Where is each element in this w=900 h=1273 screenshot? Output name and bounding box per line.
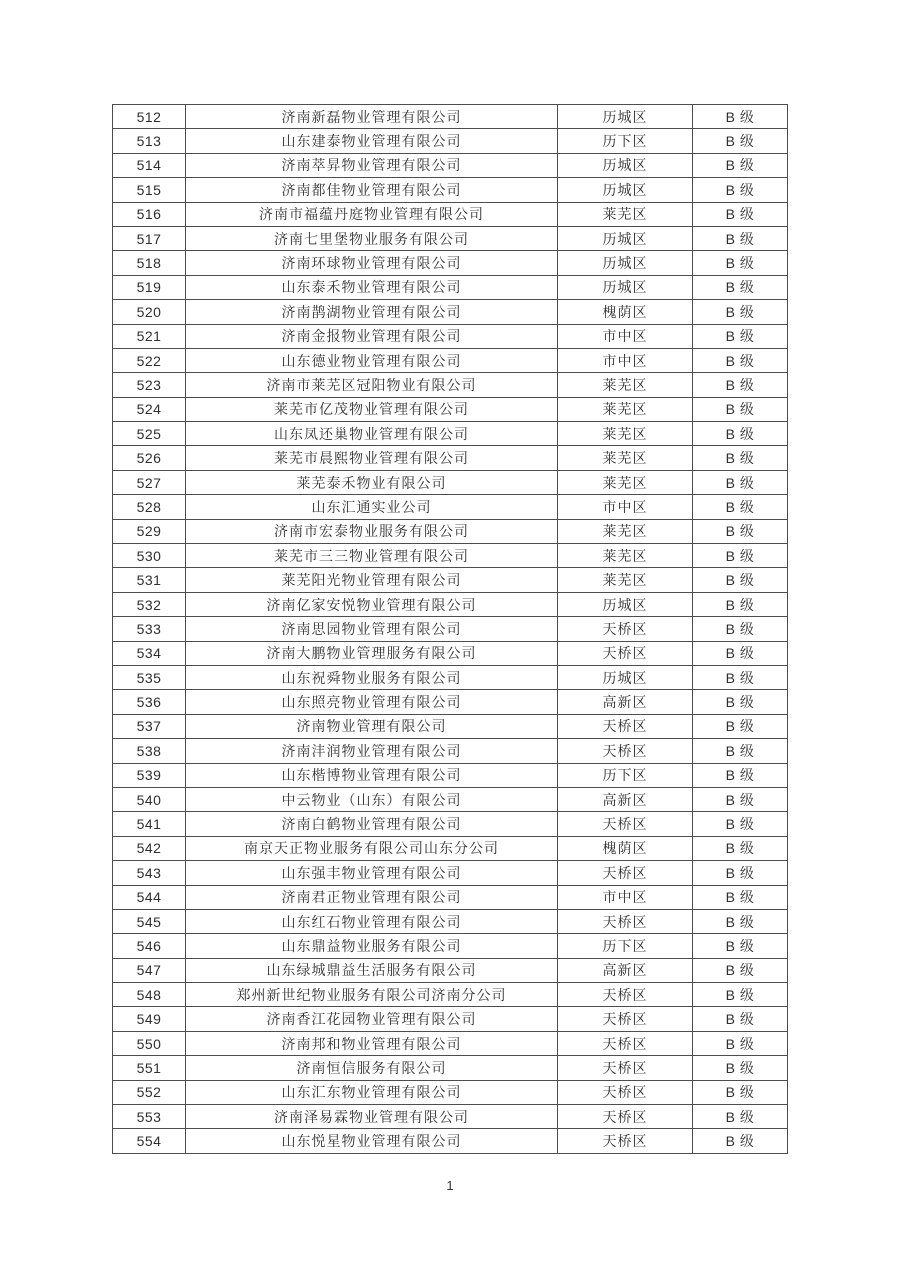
serial-number-cell: 547	[113, 958, 186, 982]
district-cell: 历城区	[558, 226, 693, 250]
table-row	[113, 251, 788, 275]
district-cell: 天桥区	[558, 739, 693, 763]
serial-number-cell: 521	[113, 324, 186, 348]
table-row	[113, 909, 788, 933]
company-name-cell: 山东照亮物业管理有限公司	[186, 690, 558, 714]
grade-cell: B 级	[693, 983, 788, 1007]
district-cell: 市中区	[558, 324, 693, 348]
company-name-cell: 郑州新世纪物业服务有限公司济南分公司	[186, 983, 558, 1007]
district-cell: 莱芜区	[558, 446, 693, 470]
grade-cell: B 级	[693, 202, 788, 226]
grade-cell: B 级	[693, 178, 788, 202]
company-name-cell: 山东建泰物业管理有限公司	[186, 129, 558, 153]
serial-number-cell: 520	[113, 300, 186, 324]
company-name-cell: 山东红石物业管理有限公司	[186, 909, 558, 933]
table-row	[113, 129, 788, 153]
company-name-cell: 山东楷博物业管理有限公司	[186, 763, 558, 787]
company-name-cell: 济南邦和物业管理有限公司	[186, 1031, 558, 1055]
table-row	[113, 690, 788, 714]
grade-cell: B 级	[693, 934, 788, 958]
district-cell: 市中区	[558, 495, 693, 519]
grade-cell: B 级	[693, 763, 788, 787]
serial-number-cell: 529	[113, 519, 186, 543]
grade-cell: B 级	[693, 1129, 788, 1153]
serial-number-cell: 513	[113, 129, 186, 153]
grade-cell: B 级	[693, 641, 788, 665]
district-cell: 高新区	[558, 690, 693, 714]
company-name-cell: 济南亿家安悦物业管理有限公司	[186, 592, 558, 616]
company-name-cell: 济南物业管理有限公司	[186, 714, 558, 738]
table-row	[113, 226, 788, 250]
grade-cell: B 级	[693, 787, 788, 811]
grade-cell: B 级	[693, 861, 788, 885]
grade-cell: B 级	[693, 568, 788, 592]
district-cell: 槐荫区	[558, 300, 693, 324]
serial-number-cell: 515	[113, 178, 186, 202]
serial-number-cell: 516	[113, 202, 186, 226]
company-name-cell: 济南市福蕴丹庭物业管理有限公司	[186, 202, 558, 226]
table-row	[113, 1105, 788, 1129]
grade-cell: B 级	[693, 373, 788, 397]
district-cell: 天桥区	[558, 714, 693, 738]
company-name-cell: 济南泽易霖物业管理有限公司	[186, 1105, 558, 1129]
table-row	[113, 324, 788, 348]
grade-cell: B 级	[693, 885, 788, 909]
company-name-cell: 济南七里堡物业服务有限公司	[186, 226, 558, 250]
company-name-cell: 莱芜阳光物业管理有限公司	[186, 568, 558, 592]
serial-number-cell: 531	[113, 568, 186, 592]
district-cell: 历城区	[558, 275, 693, 299]
company-name-cell: 济南思园物业管理有限公司	[186, 617, 558, 641]
table-row	[113, 641, 788, 665]
table-row	[113, 178, 788, 202]
company-name-cell: 山东凤还巢物业管理有限公司	[186, 422, 558, 446]
serial-number-cell: 538	[113, 739, 186, 763]
grade-cell: B 级	[693, 544, 788, 568]
district-cell: 天桥区	[558, 1007, 693, 1031]
company-name-cell: 山东汇通实业公司	[186, 495, 558, 519]
table-row	[113, 592, 788, 616]
district-cell: 市中区	[558, 348, 693, 372]
table-row	[113, 739, 788, 763]
serial-number-cell: 527	[113, 470, 186, 494]
district-cell: 市中区	[558, 885, 693, 909]
grade-cell: B 级	[693, 1056, 788, 1080]
serial-number-cell: 528	[113, 495, 186, 519]
company-name-cell: 山东悦星物业管理有限公司	[186, 1129, 558, 1153]
serial-number-cell: 533	[113, 617, 186, 641]
company-name-cell: 南京天正物业服务有限公司山东分公司	[186, 836, 558, 860]
table-row	[113, 1080, 788, 1104]
company-name-cell: 山东祝舜物业服务有限公司	[186, 665, 558, 689]
company-name-cell: 济南市莱芜区冠阳物业有限公司	[186, 373, 558, 397]
property-company-rating-table	[112, 104, 788, 1154]
company-name-cell: 济南都佳物业管理有限公司	[186, 178, 558, 202]
table-row	[113, 836, 788, 860]
grade-cell: B 级	[693, 348, 788, 372]
serial-number-cell: 530	[113, 544, 186, 568]
grade-cell: B 级	[693, 1007, 788, 1031]
serial-number-cell: 539	[113, 763, 186, 787]
grade-cell: B 级	[693, 690, 788, 714]
grade-cell: B 级	[693, 470, 788, 494]
company-name-cell: 济南鹊湖物业管理有限公司	[186, 300, 558, 324]
grade-cell: B 级	[693, 251, 788, 275]
table-row	[113, 422, 788, 446]
district-cell: 莱芜区	[558, 373, 693, 397]
grade-cell: B 级	[693, 397, 788, 421]
serial-number-cell: 542	[113, 836, 186, 860]
table-row	[113, 373, 788, 397]
grade-cell: B 级	[693, 617, 788, 641]
serial-number-cell: 524	[113, 397, 186, 421]
district-cell: 莱芜区	[558, 519, 693, 543]
district-cell: 历城区	[558, 153, 693, 177]
grade-cell: B 级	[693, 446, 788, 470]
grade-cell: B 级	[693, 665, 788, 689]
serial-number-cell: 534	[113, 641, 186, 665]
grade-cell: B 级	[693, 1080, 788, 1104]
table-row	[113, 519, 788, 543]
company-name-cell: 莱芜市晨熙物业管理有限公司	[186, 446, 558, 470]
serial-number-cell: 519	[113, 275, 186, 299]
table-row	[113, 934, 788, 958]
grade-cell: B 级	[693, 324, 788, 348]
grade-cell: B 级	[693, 714, 788, 738]
district-cell: 历下区	[558, 129, 693, 153]
company-name-cell: 山东德业物业管理有限公司	[186, 348, 558, 372]
grade-cell: B 级	[693, 153, 788, 177]
grade-cell: B 级	[693, 105, 788, 129]
table-body	[113, 105, 788, 1154]
serial-number-cell: 548	[113, 983, 186, 1007]
serial-number-cell: 532	[113, 592, 186, 616]
company-name-cell: 山东强丰物业管理有限公司	[186, 861, 558, 885]
serial-number-cell: 545	[113, 909, 186, 933]
district-cell: 历城区	[558, 592, 693, 616]
serial-number-cell: 554	[113, 1129, 186, 1153]
district-cell: 历下区	[558, 763, 693, 787]
grade-cell: B 级	[693, 275, 788, 299]
page-number: 1	[446, 1178, 454, 1193]
table-row	[113, 568, 788, 592]
company-name-cell: 济南白鹤物业管理有限公司	[186, 812, 558, 836]
district-cell: 天桥区	[558, 983, 693, 1007]
district-cell: 槐荫区	[558, 836, 693, 860]
company-name-cell: 山东汇东物业管理有限公司	[186, 1080, 558, 1104]
district-cell: 莱芜区	[558, 422, 693, 446]
company-name-cell: 莱芜市亿茂物业管理有限公司	[186, 397, 558, 421]
table-row	[113, 665, 788, 689]
grade-cell: B 级	[693, 812, 788, 836]
serial-number-cell: 541	[113, 812, 186, 836]
district-cell: 高新区	[558, 958, 693, 982]
company-name-cell: 济南君正物业管理有限公司	[186, 885, 558, 909]
company-name-cell: 山东鼎益物业服务有限公司	[186, 934, 558, 958]
table-row	[113, 885, 788, 909]
serial-number-cell: 526	[113, 446, 186, 470]
company-name-cell: 莱芜市三三物业管理有限公司	[186, 544, 558, 568]
grade-cell: B 级	[693, 300, 788, 324]
district-cell: 天桥区	[558, 909, 693, 933]
company-name-cell: 济南市宏泰物业服务有限公司	[186, 519, 558, 543]
district-cell: 莱芜区	[558, 397, 693, 421]
table-row	[113, 495, 788, 519]
district-cell: 天桥区	[558, 1031, 693, 1055]
serial-number-cell: 522	[113, 348, 186, 372]
district-cell: 高新区	[558, 787, 693, 811]
district-cell: 天桥区	[558, 861, 693, 885]
table-row	[113, 348, 788, 372]
serial-number-cell: 512	[113, 105, 186, 129]
grade-cell: B 级	[693, 226, 788, 250]
table-row	[113, 153, 788, 177]
company-name-cell: 济南香江花园物业管理有限公司	[186, 1007, 558, 1031]
serial-number-cell: 514	[113, 153, 186, 177]
serial-number-cell: 540	[113, 787, 186, 811]
table-row	[113, 1007, 788, 1031]
grade-cell: B 级	[693, 519, 788, 543]
grade-cell: B 级	[693, 1105, 788, 1129]
grade-cell: B 级	[693, 422, 788, 446]
grade-cell: B 级	[693, 592, 788, 616]
table-row	[113, 958, 788, 982]
table-row	[113, 1056, 788, 1080]
table-row	[113, 544, 788, 568]
serial-number-cell: 518	[113, 251, 186, 275]
table-row	[113, 861, 788, 885]
table-row	[113, 470, 788, 494]
serial-number-cell: 536	[113, 690, 186, 714]
district-cell: 天桥区	[558, 1056, 693, 1080]
table-row	[113, 397, 788, 421]
table-row	[113, 202, 788, 226]
company-name-cell: 中云物业（山东）有限公司	[186, 787, 558, 811]
company-name-cell: 山东泰禾物业管理有限公司	[186, 275, 558, 299]
district-cell: 历城区	[558, 105, 693, 129]
serial-number-cell: 544	[113, 885, 186, 909]
serial-number-cell: 523	[113, 373, 186, 397]
grade-cell: B 级	[693, 1031, 788, 1055]
grade-cell: B 级	[693, 836, 788, 860]
serial-number-cell: 537	[113, 714, 186, 738]
table-row	[113, 105, 788, 129]
district-cell: 莱芜区	[558, 544, 693, 568]
district-cell: 莱芜区	[558, 470, 693, 494]
district-cell: 天桥区	[558, 812, 693, 836]
serial-number-cell: 551	[113, 1056, 186, 1080]
table-row	[113, 787, 788, 811]
company-name-cell: 莱芜泰禾物业有限公司	[186, 470, 558, 494]
serial-number-cell: 543	[113, 861, 186, 885]
company-name-cell: 山东绿城鼎益生活服务有限公司	[186, 958, 558, 982]
district-cell: 莱芜区	[558, 568, 693, 592]
district-cell: 历城区	[558, 665, 693, 689]
table-row	[113, 617, 788, 641]
district-cell: 天桥区	[558, 1129, 693, 1153]
district-cell: 历城区	[558, 251, 693, 275]
company-name-cell: 济南沣润物业管理有限公司	[186, 739, 558, 763]
table-row	[113, 812, 788, 836]
company-name-cell: 济南大鹏物业管理服务有限公司	[186, 641, 558, 665]
table-row	[113, 1031, 788, 1055]
company-name-cell: 济南恒信服务有限公司	[186, 1056, 558, 1080]
company-name-cell: 济南新磊物业管理有限公司	[186, 105, 558, 129]
serial-number-cell: 546	[113, 934, 186, 958]
district-cell: 天桥区	[558, 641, 693, 665]
serial-number-cell: 535	[113, 665, 186, 689]
grade-cell: B 级	[693, 909, 788, 933]
table-row	[113, 1129, 788, 1153]
company-name-cell: 济南环球物业管理有限公司	[186, 251, 558, 275]
grade-cell: B 级	[693, 495, 788, 519]
grade-cell: B 级	[693, 958, 788, 982]
table-row	[113, 763, 788, 787]
district-cell: 天桥区	[558, 617, 693, 641]
serial-number-cell: 549	[113, 1007, 186, 1031]
serial-number-cell: 550	[113, 1031, 186, 1055]
grade-cell: B 级	[693, 739, 788, 763]
company-name-cell: 济南金报物业管理有限公司	[186, 324, 558, 348]
district-cell: 天桥区	[558, 1080, 693, 1104]
district-cell: 历下区	[558, 934, 693, 958]
district-cell: 历城区	[558, 178, 693, 202]
table-row	[113, 446, 788, 470]
company-name-cell: 济南萃昇物业管理有限公司	[186, 153, 558, 177]
table-row	[113, 300, 788, 324]
table-row	[113, 275, 788, 299]
district-cell: 莱芜区	[558, 202, 693, 226]
table-row	[113, 714, 788, 738]
serial-number-cell: 552	[113, 1080, 186, 1104]
serial-number-cell: 517	[113, 226, 186, 250]
table-row	[113, 983, 788, 1007]
district-cell: 天桥区	[558, 1105, 693, 1129]
grade-cell: B 级	[693, 129, 788, 153]
serial-number-cell: 525	[113, 422, 186, 446]
serial-number-cell: 553	[113, 1105, 186, 1129]
